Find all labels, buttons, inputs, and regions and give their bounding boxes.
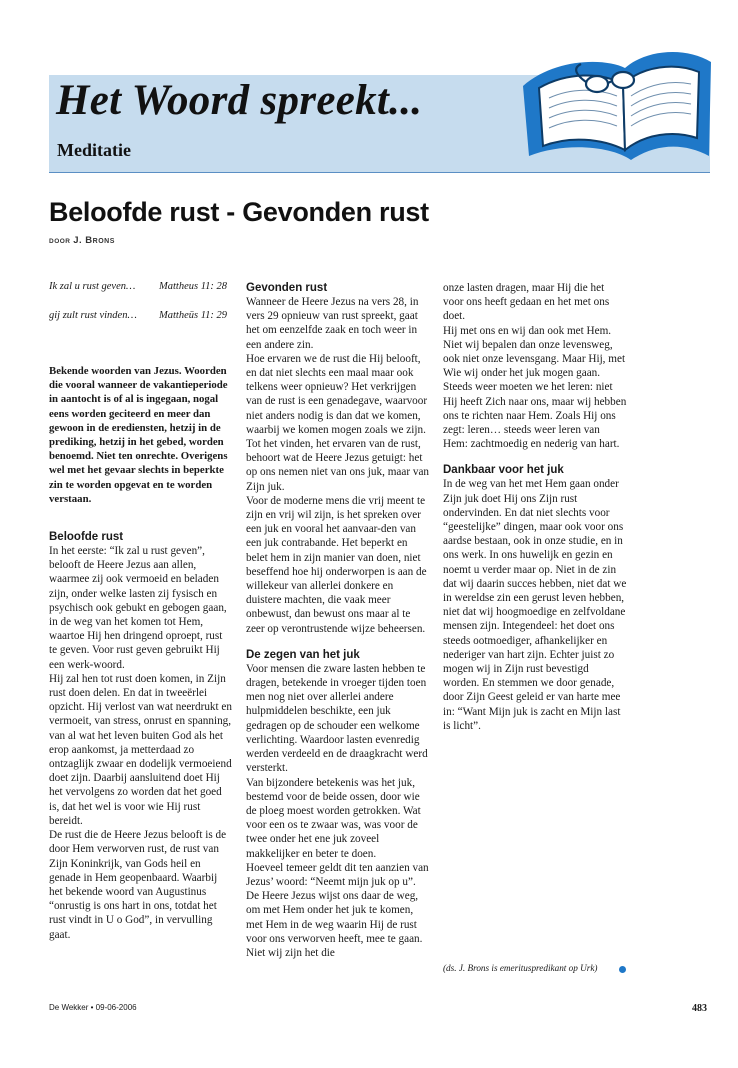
author-name: J. Brons xyxy=(73,235,115,246)
column-1 xyxy=(49,280,233,942)
paragraph: Wanneer de Heere Jezus na vers 28, in vers 29 opnieuw van rust spreekt, gaat het om eenzelfde zaak en toch weer in een andere zin. xyxy=(246,296,419,351)
paragraph: Hij zal hen tot rust doen komen, in Zijn rust doen delen. En dat in tweeërlei opzicht. Hij verlost van wat neerdrukt en vermoeit, van stress, onrust en spanning, van al wat het leven buiten God als het erop aankomst, ja metterdaad zo ontzaglijk zwaar en dodelijk vermoeiend doet zijn. Daarbij aansluitend doet Hij het vervolgens zo worden dat het goed is, dat het wel is voor wie Hij rust bereidt. xyxy=(49,672,232,827)
byline-prefix: DOOR xyxy=(49,238,71,245)
intro-paragraph: Bekende woorden van Jezus. Woorden die vooral wanneer de vakantieperiode in aantocht is of al is ingegaan, nogal eens worden geciteerd en meer dan gewoon in de erediensten, hetzij in de prediking, hetzij in het gebed, worden benoemd. Niet ten onrechte. Overigens wel met het gevaar slechts in beperkte zin te worden opgevat en te worden verstaan. xyxy=(49,365,228,505)
scripture-quote-1 xyxy=(49,280,233,294)
book-left-page xyxy=(539,75,625,150)
paragraph: In het eerste: “Ik zal u rust geven”, belooft de Heere Jezus aan allen, waarmee zij ook vermoeid en beladen zijn, onder welke lasten zij fysisch en psychisch ook gebukt en gebogen gaan, in de weg van het komen tot Hem, waartoe Hij hen dringend oproept, rust te geven. Voor rust geven gebruikt Hij een werk-woord. xyxy=(49,545,227,671)
paragraph: In de weg van het met Hem gaan onder Zijn juk doet Hij ons Zijn rust ondervinden. En dat niet slechts voor “geestelijke” dingen, maar ook voor ons aardse bestaan, ook in onze studie, en in ons werk. In ons huwelijk en gezin en noemt u verder maar op. Niet in de zin dat wij daarin succes hebben, niet dat we in wereldse zin een gerust leven hebben, niet dat wij hoogmoedige en zelfvoldane mensen zijn. Integendeel: het doet ons steeds ootmoediger, afhankelijker en nederiger van hart zijn. Echter juist zo mogen wij in Zijn rust bevestigd worden. En stemmen we door genade, door Zijn Geest geleid er van harte mee in: “Want Mijn juk is zacht en Mijn last is licht”. xyxy=(443,478,627,732)
publication-footer: De Wekker • 09-06-2006 xyxy=(49,1003,137,1012)
paragraph: Van bijzondere betekenis was het juk, bestemd voor de beide ossen, door wie de ploeg moest worden getrokken. Wat voor een os te zwaar was, was voor de twee onder het ene juk zoveel makkelijker en beter te doen. xyxy=(246,776,421,860)
author-credit: (ds. J. Brons is emerituspredikant op Urk) xyxy=(443,963,598,973)
article-title: Beloofde rust - Gevonden rust xyxy=(49,197,429,227)
byline xyxy=(49,235,115,246)
paragraph: Hoe ervaren we de rust die Hij belooft, en dat niet slechts een maal maar ook telkens weer opnieuw? Het verkrijgen van de rust is een genadegave, waarvoor niet anders nodig is dan dat we komen, waarbij we komen mogen zoals we zijn. xyxy=(246,352,428,436)
end-mark-icon xyxy=(619,966,626,973)
heading-beloofde-rust: Beloofde rust xyxy=(49,531,124,544)
heading-gevonden-rust: Gevonden rust xyxy=(246,282,328,294)
open-book-glasses-icon xyxy=(515,38,715,168)
paragraph: Voor de moderne mens die vrij meent te zijn en vrij wil zijn, is het spreken over een juk en vooral het aanvaar-den van een juk contrabande. Het beperkt en belet hem in zijn manier van doen, niet beseffend hoe hij onderworpen is aan de willekeur van allerlei donkere en duistere machten, die vaak meer onbewust, dan bewust ons maar al te zeer op verontrustende wijze beheersen. xyxy=(246,494,427,635)
heading-dankbaar-juk: Dankbaar voor het juk xyxy=(443,464,564,477)
quote-text: gij zult rust vinden… xyxy=(49,310,137,321)
quote-text: Ik zal u rust geven… xyxy=(49,281,136,292)
paragraph: onze lasten dragen, maar Hij die het voor ons heeft gedaan en het met ons doet. xyxy=(443,282,610,323)
scripture-quote-2 xyxy=(49,309,233,323)
section-title: Het Woord spreekt... xyxy=(56,77,423,124)
banner-divider xyxy=(49,172,710,173)
paragraph: De rust die de Heere Jezus belooft is de door Hem verworven rust, de rust van Zijn Koninkrijk, van Gods heil en genade in Hem geopenbaard. Waarbij het bekende woord van Augustinus “onrustig is ons hart in ons, totdat het rust vindt in U o God”, in vervulling gaat. xyxy=(49,829,227,941)
section-subtitle: Meditatie xyxy=(57,140,131,160)
heading-zegen-juk: De zegen van het juk xyxy=(246,648,360,661)
paragraph: Voor mensen die zware lasten hebben te dragen, betekende in vroeger tijden toen men nog niet over allerlei andere hulpmiddelen beschikte, een juk gedragen op de schouder een welkome verlichting. Waardoor lasten evenredig werden verdeeld en de draagkracht werd versterkt. xyxy=(246,662,428,775)
page-number: 483 xyxy=(692,1003,707,1014)
column-3 xyxy=(443,281,627,733)
paragraph: Tot het vinden, het ervaren van de rust, behoort wat de Heere Jezus getuigt: het op ons nemen niet van ons juk, maar van Zijn juk. xyxy=(246,438,429,493)
paragraph: Hoeveel temeer geldt dit ten aanzien van Jezus’ woord: “Neemt mijn juk op u”. De Heere Jezus wijst ons daar de weg, om met Hem onder het juk te komen, met Hem in de weg waarin Hij de rust voor ons verworven heeft, mee te gaan. Niet wij zijn het die xyxy=(246,861,429,959)
quote-reference: Mattheus 11: 28 xyxy=(159,281,228,292)
column-2 xyxy=(246,281,431,960)
quote-reference: Mattheüs 11: 29 xyxy=(159,310,228,321)
paragraph: Hij met ons en wij dan ook met Hem. Niet wij bepalen dan onze levensweg, ook niet onze levensgang. Maar Hij, met Wie wij onder het juk mogen gaan. Steeds weer moeten we het leren: niet Hij heeft Zich naar ons, maar wij hebben ons te richten naar Hem. Zoals Hij ons zegt: leren… steeds weer leren van Hem: zachtmoedig en nederig van hart. xyxy=(443,324,627,451)
